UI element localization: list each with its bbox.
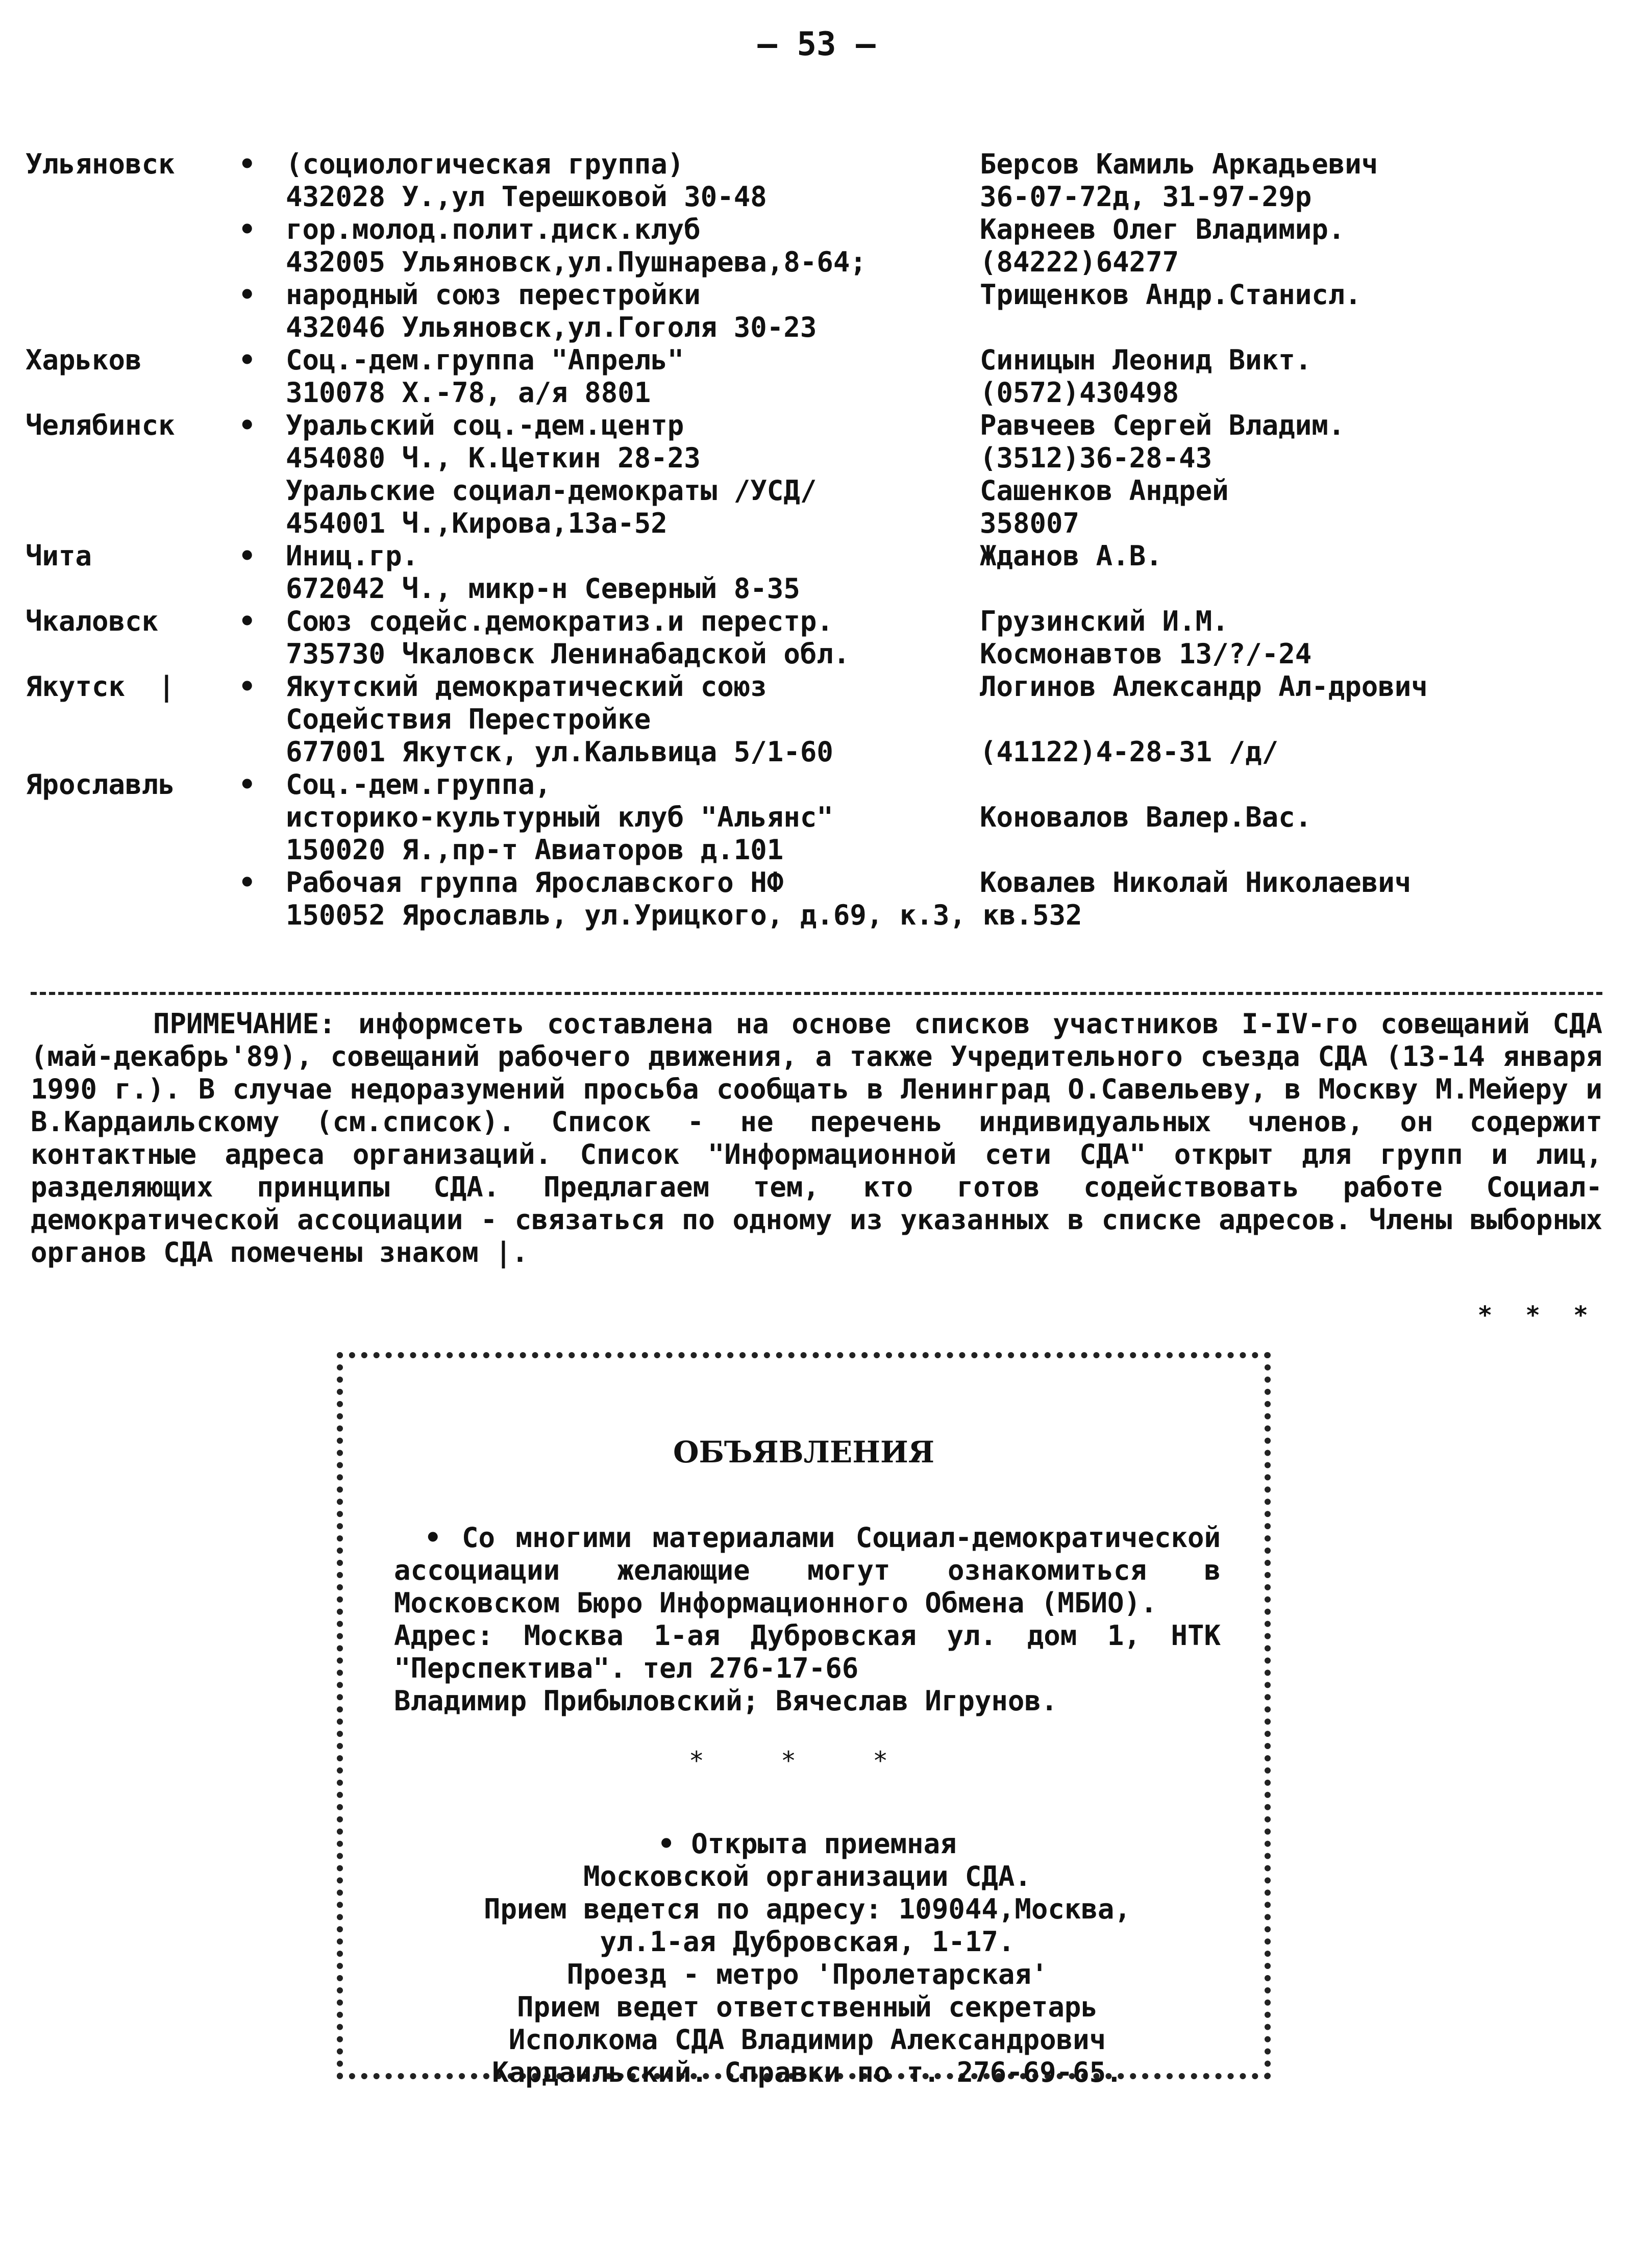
- directory-contact: Карнеев Олег Владимир.: [980, 213, 1345, 245]
- directory-org: 672042 Ч., микр-н Северный 8-35: [286, 572, 800, 605]
- directory-bullet: •: [239, 279, 256, 311]
- directory-city: Ярославль: [26, 768, 175, 801]
- directory-city: Харьков: [26, 344, 142, 376]
- directory-bullet: •: [239, 866, 256, 899]
- directory-bullet: •: [239, 540, 256, 572]
- directory-contact: Жданов А.В.: [980, 540, 1162, 572]
- directory-contact: (3512)36-28-43: [980, 442, 1213, 474]
- directory-bullet: •: [239, 344, 256, 376]
- reception-line-8: Кардаильский. Справки по т. 276-69-65.: [492, 2056, 1123, 2088]
- directory-org: 735730 Чкаловск Ленинабадской обл.: [286, 638, 850, 670]
- directory-contact: (41122)4-28-31 /д/: [980, 736, 1279, 768]
- directory-contact: Равчеев Сергей Владим.: [980, 409, 1345, 441]
- announcements-title: ОБЪЯВЛЕНИЯ: [673, 1435, 934, 1469]
- directory-contact: 36-07-72д, 31-97-29р: [980, 181, 1312, 213]
- directory-org: Рабочая группа Ярославского НФ: [286, 866, 784, 899]
- reception-line-5: Проезд - метро 'Пролетарская': [566, 1958, 1048, 1990]
- announcement-mbio: [394, 1522, 1221, 1717]
- directory-bullet: •: [239, 148, 256, 180]
- directory-org: Содействия Перестройке: [286, 703, 651, 735]
- directory-contact: Ковалев Николай Николаевич: [980, 866, 1412, 899]
- announcements-box: [337, 1352, 1271, 2088]
- directory-org: 432046 Ульяновск,ул.Гоголя 30-23: [286, 311, 817, 343]
- reception-line-7: Исполкома СДА Владимир Александрович: [508, 2024, 1106, 2056]
- directory-contact: (0572)430498: [980, 377, 1179, 409]
- directory-org: 454080 Ч., К.Цеткин 28-23: [286, 442, 701, 474]
- directory-bullet: •: [239, 768, 256, 801]
- directory-org: 150020 Я.,пр-т Авиаторов д.101: [286, 834, 784, 866]
- directory-contact: (84222)64277: [980, 246, 1179, 278]
- directory-org: Союз содейс.демократиз.и перестр.: [286, 605, 833, 637]
- directory-city: Чкаловск: [26, 605, 159, 637]
- directory-org: 454001 Ч.,Кирова,13а-52: [286, 507, 667, 539]
- directory-contact: Берсов Камиль Аркадьевич: [980, 148, 1378, 180]
- note-stars: * * *: [1477, 1301, 1597, 1330]
- directory-contact: Трищенков Андр.Станисл.: [980, 279, 1362, 311]
- directory-org: 677001 Якутск, ул.Кальвица 5/1-60: [286, 736, 833, 768]
- directory-org: Соц.-дем.группа,: [286, 768, 552, 801]
- note-text: ПРИМЕЧАНИЕ: информсеть составлена на основе списков участников I-IV-го совещаний СДА (май-декабрь'89), совещаний рабочего движения, а также Учредительного съезда СДА (13-14 января 1990 г.). В случае недоразумений просьба сообщать в Ленинград О.Савельеву, в Москву М.Мейеру и В.Кардаильскому (см.список). Список - не перечень индивидуальных членов, он содержит контактные адреса организаций. Список "Информационной сети СДА" открыт для групп и лиц, разделяющих принципы СДА. Предлагаем тем, кто готов содействовать работе Социал-демократической ассоциации - связаться по одному из указанных в списке адресов. Члены выборных органов СДА помечены знаком |.: [31, 1008, 1602, 1268]
- directory-bullet: •: [239, 605, 256, 637]
- directory-org: народный союз перестройки: [286, 279, 701, 311]
- directory-org: гор.молод.полит.диск.клуб: [286, 213, 701, 245]
- directory-contact: Грузинский И.М.: [980, 605, 1229, 637]
- section-divider: [31, 992, 1602, 995]
- directory-org: Уральские социал-демократы /УСД/: [286, 475, 817, 507]
- directory-contact: Космонавтов 13/?/-24: [980, 638, 1312, 670]
- directory-city: Чита: [26, 540, 92, 572]
- announcement-mbio-address: Адрес: Москва 1-ая Дубровская ул. дом 1, НТК "Перспектива". тел 276-17-66: [394, 1619, 1221, 1684]
- directory-bullet: •: [239, 409, 256, 441]
- reception-line-2: Московской организации СДА.: [583, 1860, 1031, 1892]
- directory-org: Иниц.гр.: [286, 540, 419, 572]
- announcement-mbio-names: Владимир Прибыловский; Вячеслав Игрунов.: [394, 1685, 1058, 1717]
- directory-org: 432028 У.,ул Терешковой 30-48: [286, 181, 767, 213]
- announcement-separator: * * *: [688, 1746, 919, 1776]
- directory-contact: 358007: [980, 507, 1080, 539]
- reception-line-4: ул.1-ая Дубровская, 1-17.: [600, 1926, 1015, 1958]
- announcement-reception: [394, 1828, 1221, 2089]
- announcement-mbio-text: • Со многими материалами Социал-демократической ассоциации желающие могут ознакомиться в Московском Бюро Информационного Обмена (МБИО).: [394, 1522, 1221, 1619]
- directory-org: 432005 Ульяновск,ул.Пушнарева,8-64;: [286, 246, 867, 278]
- directory-org: Соц.-дем.группа "Апрель": [286, 344, 684, 376]
- directory-org: (социологическая группа): [286, 148, 684, 180]
- directory-city: Якутск |: [26, 670, 175, 703]
- directory-bullet: •: [239, 670, 256, 703]
- directory-bullet: •: [239, 213, 256, 245]
- reception-line-3: Прием ведется по адресу: 109044,Москва,: [484, 1893, 1131, 1925]
- directory-city: Ульяновск: [26, 148, 175, 180]
- directory-contact: Синицын Леонид Викт.: [980, 344, 1312, 376]
- reception-line-6: Прием ведет ответственный секретарь: [517, 1991, 1098, 2023]
- page-number: — 53 —: [757, 26, 876, 63]
- directory-org: Уральский соц.-дем.центр: [286, 409, 684, 441]
- directory-contact: Сашенков Андрей: [980, 475, 1229, 507]
- directory-contact: Логинов Александр Ал-дрович: [980, 670, 1428, 703]
- directory-contact: Коновалов Валер.Вас.: [980, 801, 1312, 833]
- directory-org: 150052 Ярославль, ул.Урицкого, д.69, к.3, кв.532: [286, 899, 1082, 931]
- directory-org: 310078 Х.-78, а/я 8801: [286, 377, 651, 409]
- directory-org: Якутский демократический союз: [286, 670, 767, 703]
- directory-org: историко-культурный клуб "Альянс": [286, 801, 833, 833]
- note-paragraph: [31, 1008, 1602, 1269]
- directory-city: Челябинск: [26, 409, 175, 441]
- reception-line-1: • Открыта приемная: [658, 1828, 957, 1860]
